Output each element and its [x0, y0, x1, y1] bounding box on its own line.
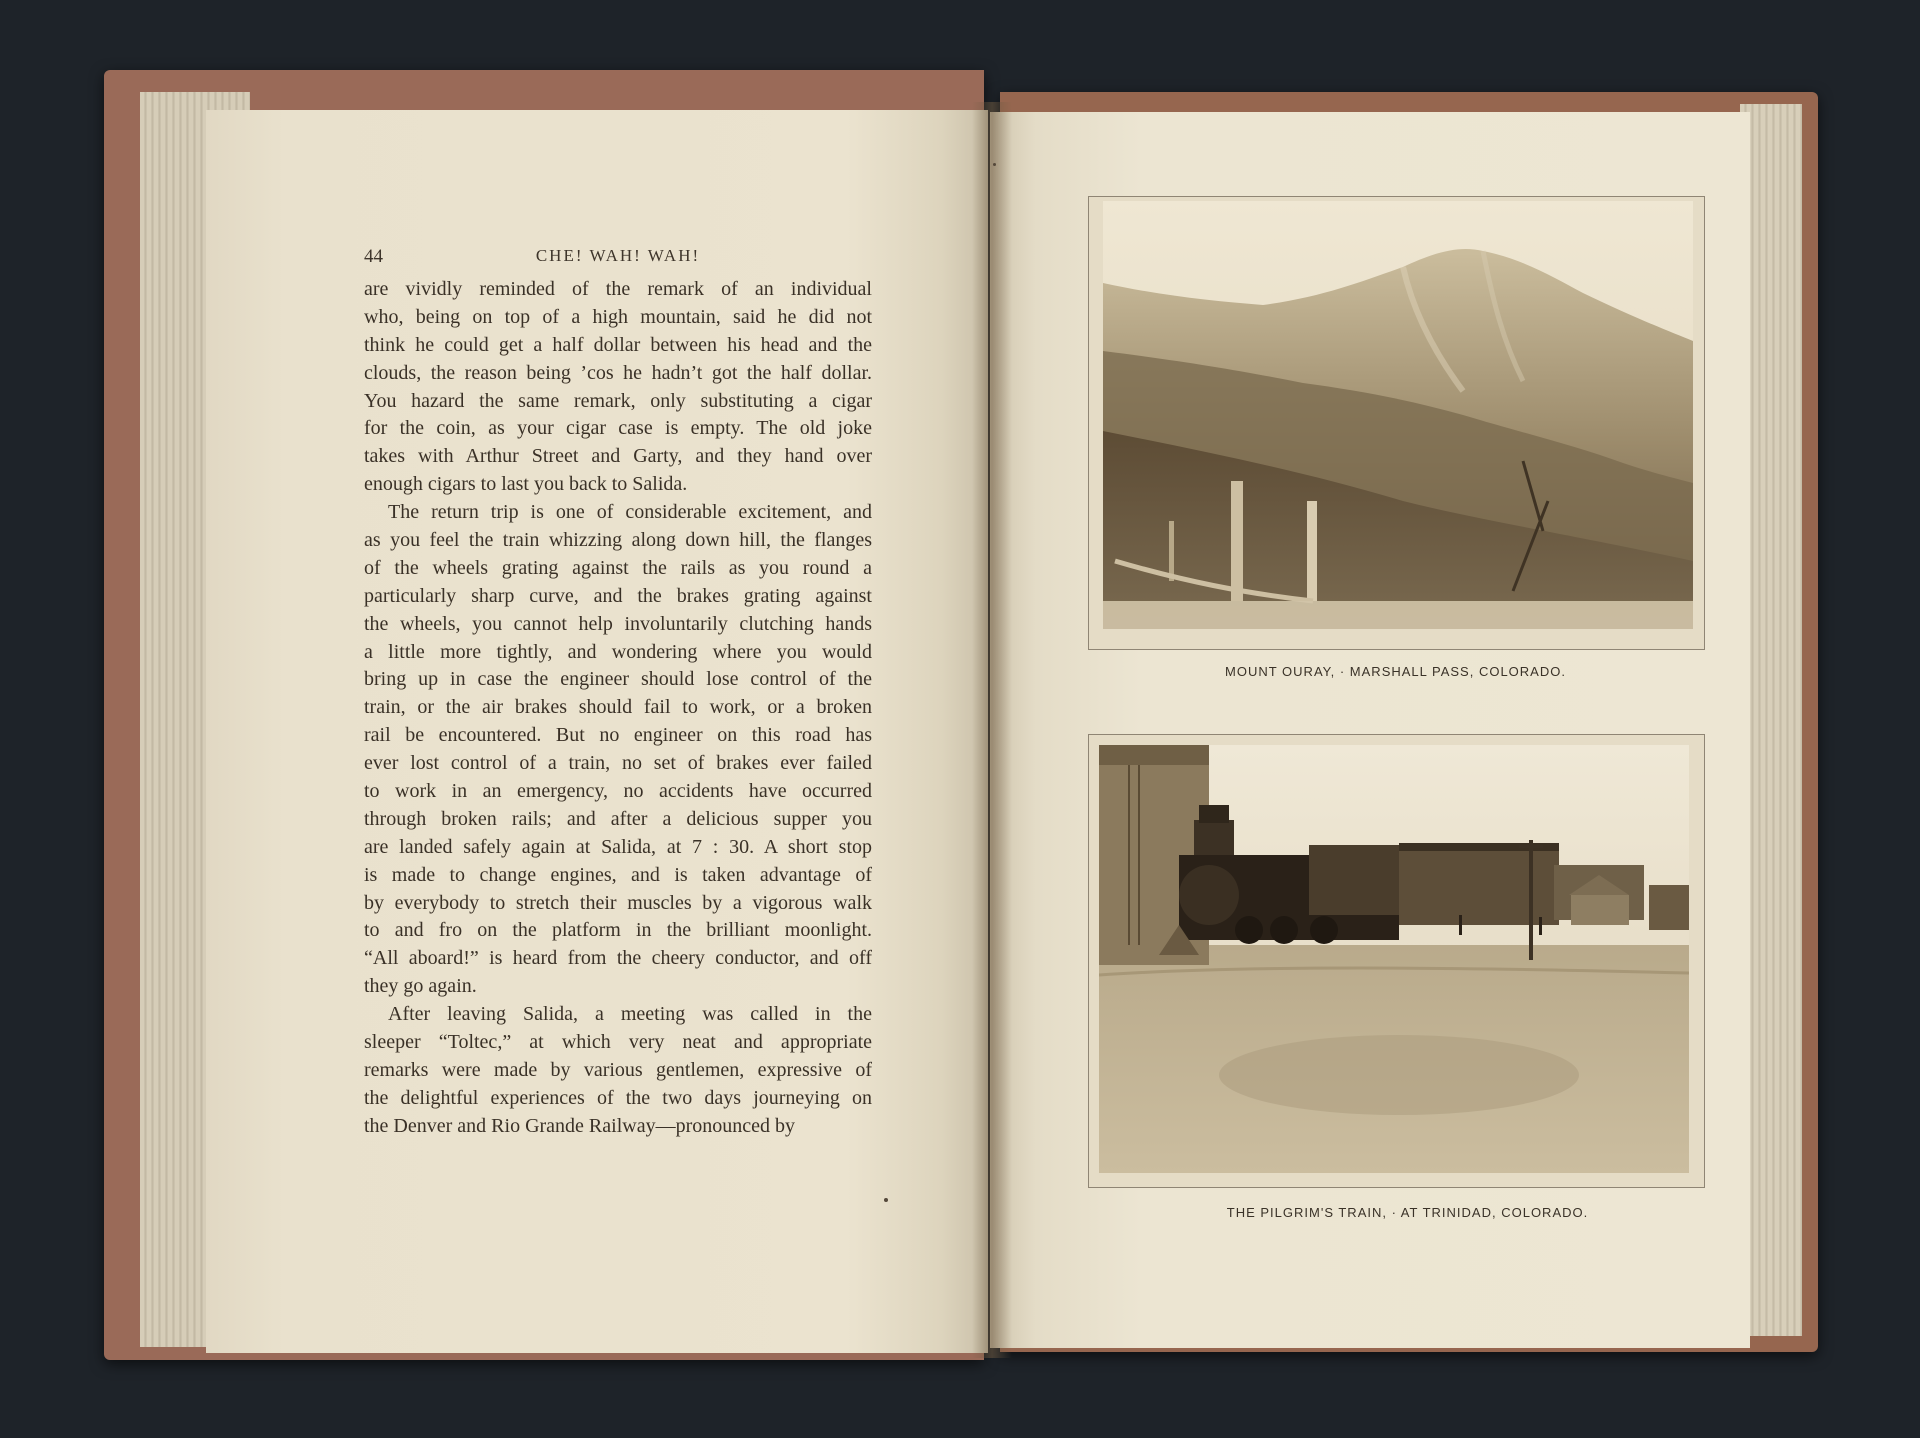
running-title: CHE! WAH! WAH! — [535, 246, 701, 265]
text-line: You hazard the same remark, only substituting a cigar — [364, 389, 872, 412]
text-line: a little more tightly, and wondering where you would — [364, 640, 872, 663]
text-line: train, or the air brakes should fail to work, or a broken — [364, 696, 872, 719]
text-line: are landed safely again at Salida, at 7 : 30. A short stop — [364, 835, 872, 858]
text-line: bring up in case the engineer should lose control of the — [364, 668, 872, 691]
text-line: takes with Arthur Street and Garty, and they hand over — [364, 445, 872, 468]
text-line: The return trip is one of considerable excitement, and — [388, 501, 872, 524]
photo-plate-mount-ouray — [1088, 196, 1705, 650]
text-line: for the coin, as your cigar case is empty. The old joke — [364, 417, 872, 440]
page-number: 44 — [364, 246, 383, 267]
text-line: is made to change engines, and is taken advantage of — [364, 863, 872, 886]
text-line: to and fro on the platform in the brilliant moonlight. — [364, 919, 872, 942]
text-line: are vividly reminded of the remark of an individual — [364, 278, 872, 300]
text-line: rail be encountered. But no engineer on this road has — [364, 724, 872, 747]
paper-speck — [884, 1198, 888, 1202]
text-line: the wheels, you cannot help involuntarily clutching hands — [364, 612, 872, 635]
text-line: through broken rails; and after a delicious supper you — [364, 807, 872, 830]
text-line: who, being on top of a high mountain, said he did not — [364, 305, 872, 328]
text-line: remarks were made by various gentlemen, expressive of — [364, 1058, 872, 1081]
paper-speck — [993, 163, 996, 166]
body-text — [364, 276, 872, 1141]
text-line: clouds, the reason being ’cos he hadn’t got the half dollar. — [364, 361, 872, 384]
text-line: they go again. — [364, 975, 477, 998]
text-line: “All aboard!” is heard from the cheery conductor, and off — [364, 947, 872, 970]
train-photo-illustration — [1099, 745, 1689, 1173]
photo-pilgrims-train — [1099, 745, 1689, 1173]
text-line: to work in an emergency, no accidents have occurred — [364, 780, 872, 803]
text-line: particularly sharp curve, and the brakes grating against — [364, 584, 872, 607]
caption-pilgrims-train: THE PILGRIM'S TRAIN, · AT TRINIDAD, COLORADO. — [1226, 1205, 1589, 1220]
text-line: After leaving Salida, a meeting was called in the — [388, 1003, 872, 1026]
text-line: sleeper “Toltec,” at which very neat and appropriate — [364, 1031, 872, 1054]
photo-plate-pilgrims-train — [1088, 734, 1705, 1188]
book-gutter — [972, 102, 1012, 1358]
text-line: of the wheels grating against the rails as you round a — [364, 556, 872, 579]
text-line: ever lost control of a train, no set of brakes ever failed — [364, 752, 872, 775]
mountain-photo-illustration — [1103, 201, 1693, 629]
caption-mount-ouray: MOUNT OURAY, · MARSHALL PASS, COLORADO. — [1225, 664, 1566, 679]
text-line: think he could get a half dollar between his head and the — [364, 333, 872, 356]
text-line: the delightful experiences of the two days journeying on — [364, 1086, 872, 1109]
text-line: as you feel the train whizzing along down hill, the flanges — [364, 529, 872, 552]
text-line: enough cigars to last you back to Salida. — [364, 473, 688, 496]
text-line: by everybody to stretch their muscles by a vigorous walk — [364, 891, 872, 914]
photo-mount-ouray — [1103, 201, 1693, 629]
running-head — [364, 243, 872, 273]
text-line: the Denver and Rio Grande Railway—pronounced by — [364, 1114, 795, 1137]
